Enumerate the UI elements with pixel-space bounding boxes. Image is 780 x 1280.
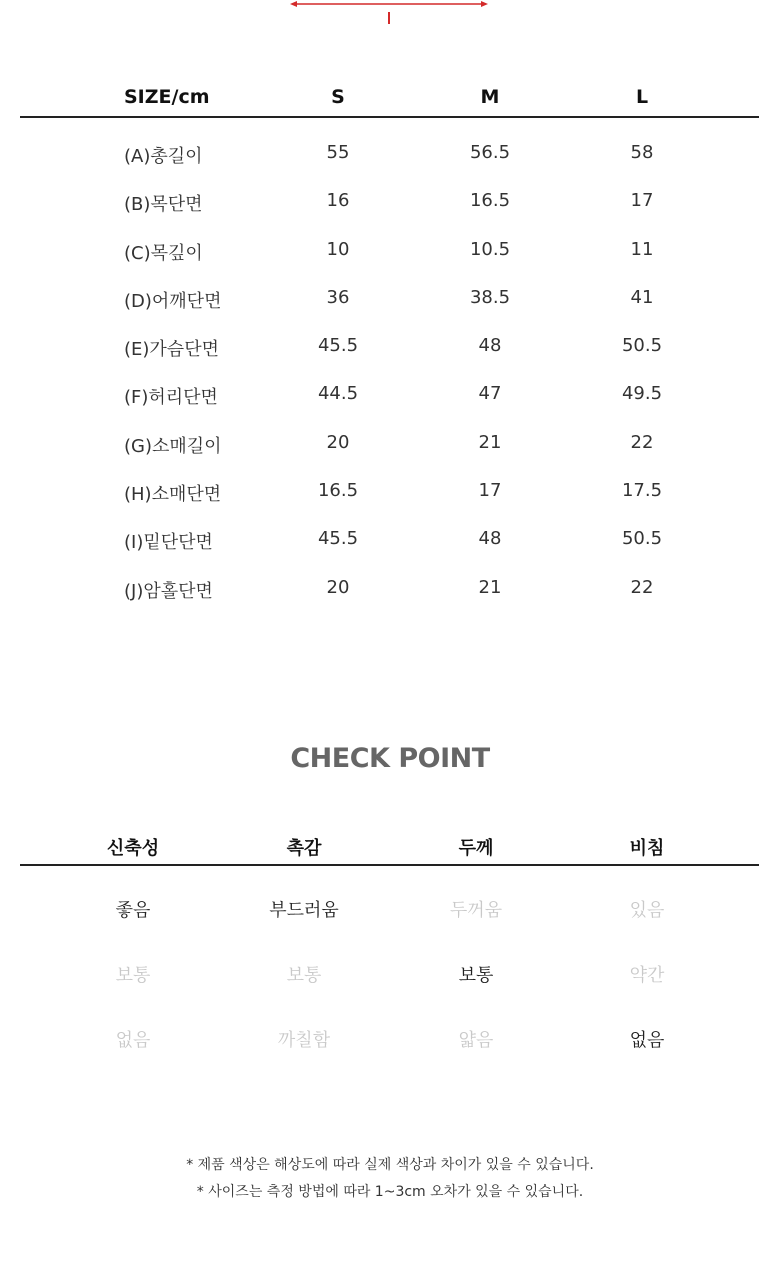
size-row: (H)소매단면 16.5 17 17.5 <box>124 480 663 506</box>
size-row: (J)암홀단면 20 21 22 <box>124 576 654 602</box>
size-row-label: (I)밑단단면 <box>124 532 213 554</box>
check-point-header: 신축성 촉감 두께 비침 <box>20 826 759 866</box>
note-size: * 사이즈는 측정 방법에 따라 1~3cm 오차가 있을 수 있습니다. <box>196 1184 584 1200</box>
size-row: (C)목깊이 10 10.5 11 <box>124 238 654 264</box>
size-row: (D)어깨단면 36 38.5 41 <box>124 286 654 312</box>
size-table-header: SIZE/cm S M L <box>20 78 759 118</box>
size-row-label: (A)총길이 <box>124 146 203 167</box>
size-row-label: (G)소매길이 <box>124 435 222 457</box>
size-row-label: (B)목단면 <box>124 194 203 216</box>
check-point-row: 보통 보통 보통 약간 <box>115 965 665 986</box>
size-row-label: (C)목깊이 <box>124 242 203 264</box>
check-point-table <box>20 826 759 1061</box>
size-row-label: (D)어깨단면 <box>124 290 222 312</box>
check-point-row: 없음 까칠함 얇음 없음 <box>115 1030 665 1051</box>
size-header-label: SIZE/cm <box>124 86 210 108</box>
size-row: (I)밑단단면 45.5 48 50.5 <box>124 528 663 554</box>
size-row: (A)총길이 55 56.5 58 <box>124 142 654 167</box>
size-row: (G)소매길이 20 21 22 <box>124 431 654 457</box>
note-color: * 제품 색상은 해상도에 따라 실제 색상과 차이가 있을 수 있습니다. <box>186 1157 594 1173</box>
size-row: (B)목단면 16 16.5 17 <box>124 190 654 216</box>
size-row-label: (E)가슴단면 <box>124 339 219 361</box>
size-row-label: (J)암홀단면 <box>124 580 213 602</box>
size-row: (E)가슴단면 45.5 48 50.5 <box>124 335 663 361</box>
notes <box>0 1152 780 1206</box>
size-row-label: (F)허리단면 <box>124 387 218 409</box>
size-table <box>20 78 759 601</box>
size-row-label: (H)소매단면 <box>124 484 222 506</box>
check-point-row: 좋음 부드러움 두꺼움 있음 <box>115 900 665 921</box>
dimension-arrow-icon <box>288 0 490 26</box>
size-row: (F)허리단면 44.5 47 49.5 <box>124 383 663 409</box>
check-point-title: CHECK POINT <box>290 743 490 774</box>
